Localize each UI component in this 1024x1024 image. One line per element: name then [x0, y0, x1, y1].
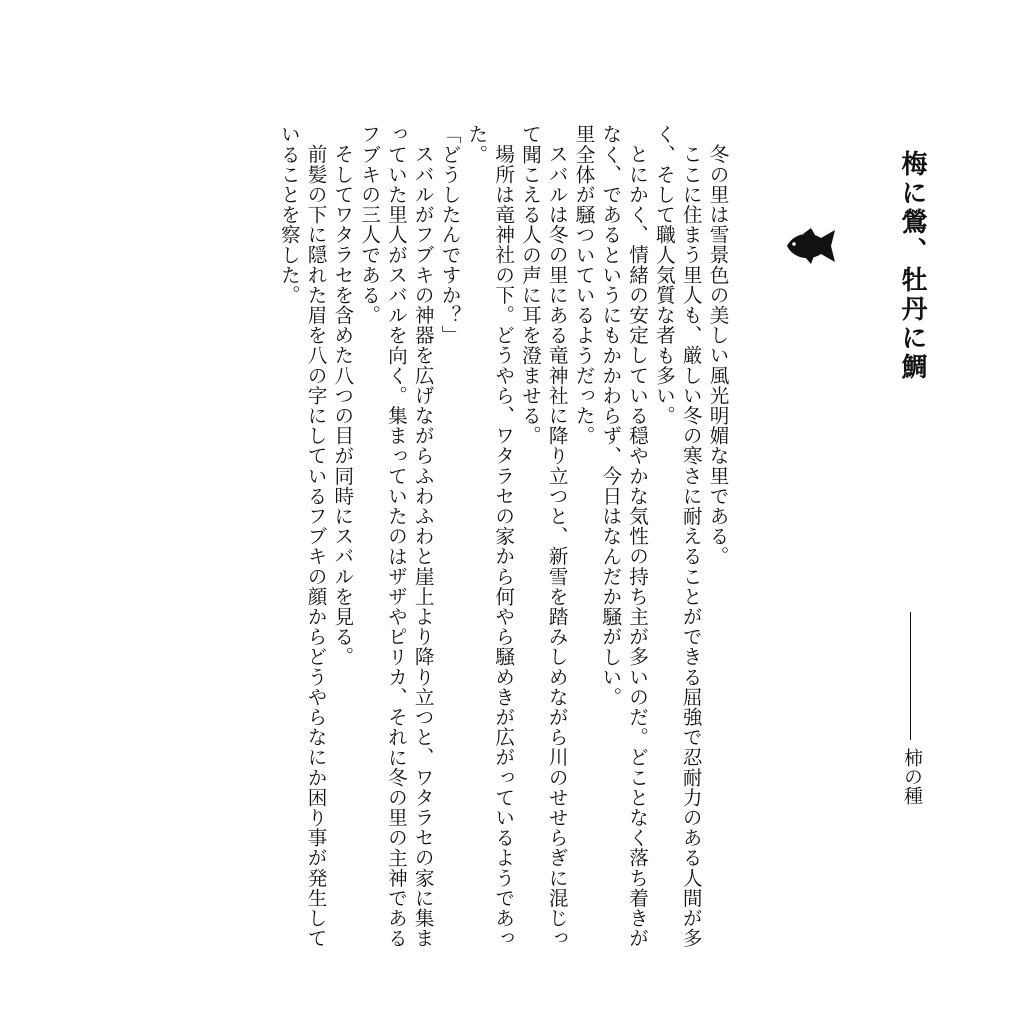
- paragraph: ここに住まう里人も、厳しい冬の寒さに耐えることができる屈強で忍耐力のある人間が多く、そして職人気質な者も多い。: [652, 124, 703, 948]
- paragraph: 冬の里は雪景色の美しい風光明媚な里である。: [706, 143, 729, 566]
- paragraph: スバルは冬の里にある竜神社に降り立つと、新雪を踏みしめながら川のせせらぎに混じって聞こえる人の声に耳を澄ませる。: [518, 124, 569, 948]
- paragraph: スバルがフブキの神器を広げながらふわふわと崖上より降り立つと、ワタラセの家に集まっていた里人がスバルを向く。集まっていたのはザザやピリカ、それに冬の里の主神であるフブキの三人である。: [357, 124, 435, 949]
- paragraph: 里全体が騒ついているようだった。: [572, 124, 596, 446]
- paragraph: 前髪の下に隠れた眉を八の字にしているフブキの顔からどうやらなにか困り事が発生していることを察した。: [277, 124, 328, 948]
- paragraph: 「どうしたんですか？」: [438, 124, 462, 346]
- paragraph: 場所は竜神社の下。どうやら、ワタラセの家から何やら騒めきが広がっているようであった。: [464, 124, 515, 948]
- body-text: [88, 124, 730, 954]
- story-title: 梅に鶯、牡丹に鯛: [897, 150, 927, 382]
- paragraph: とにかく、情緒の安定している穏やかな気性の持ち主が多いのだ。どことなく落ち着きがなく、であるというにもかかわらず、今日はなんだか騒がしい。: [598, 124, 649, 948]
- author-name: 柿の種: [901, 748, 923, 805]
- fish-icon: [783, 226, 841, 266]
- paragraph: そしてワタラセを含めた八つの目が同時にスバルを見る。: [330, 143, 354, 667]
- divider-line: [910, 612, 911, 740]
